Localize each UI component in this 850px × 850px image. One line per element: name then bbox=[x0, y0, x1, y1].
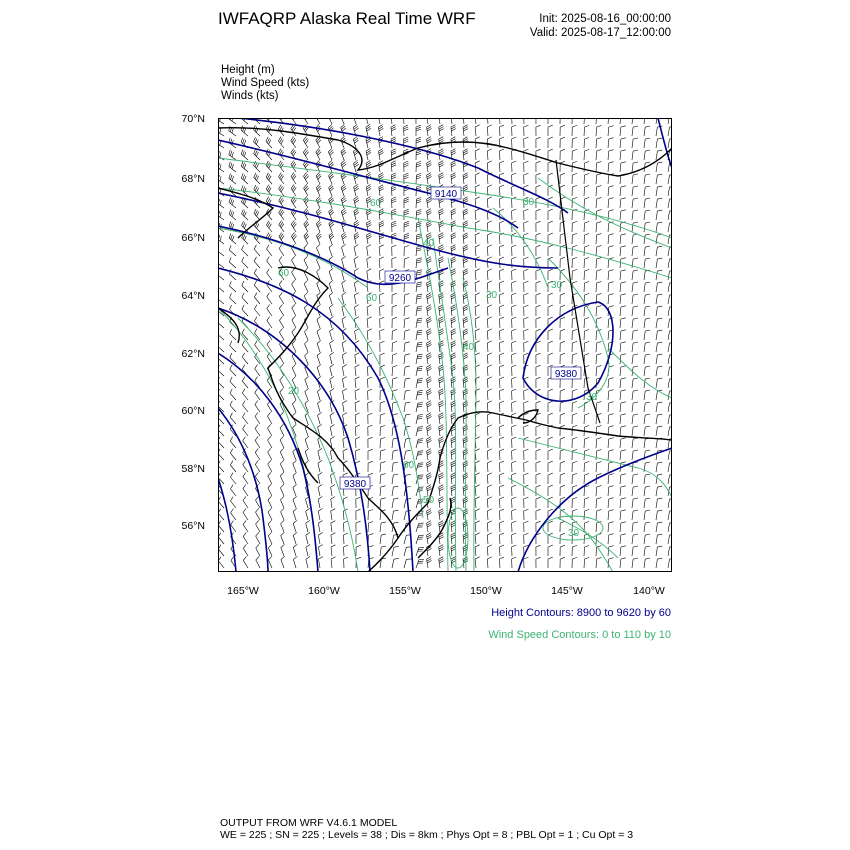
init-time: Init: 2025-08-16_00:00:00 bbox=[539, 13, 671, 25]
height-contour-note: Height Contours: 8900 to 9620 by 60 bbox=[491, 607, 671, 619]
lon-label: 140°W bbox=[633, 585, 665, 597]
lat-label: 56°N bbox=[181, 520, 205, 532]
variable-list bbox=[221, 64, 309, 103]
wind-label: 30 bbox=[523, 197, 535, 208]
lon-label: 165°W bbox=[227, 585, 259, 597]
variable-winds: Winds (kts) bbox=[221, 90, 279, 102]
map-title: IWFAQRP Alaska Real Time WRF bbox=[218, 9, 476, 28]
footer-config: WE = 225 ; SN = 225 ; Levels = 38 ; Dis = 8km ; Phys Opt = 8 ; PBL Opt = 1 ; Cu Opt = 3 bbox=[220, 829, 634, 841]
valid-time: Valid: 2025-08-17_12:00:00 bbox=[529, 27, 671, 39]
lat-label: 66°N bbox=[181, 232, 205, 244]
wind-label: 60 bbox=[278, 268, 290, 279]
height-label: 9380 bbox=[343, 479, 367, 490]
lon-label: 155°W bbox=[389, 585, 421, 597]
time-info bbox=[530, 12, 671, 40]
height-label: 9260 bbox=[388, 273, 412, 284]
lon-label: 160°W bbox=[308, 585, 340, 597]
lon-label: 145°W bbox=[551, 585, 583, 597]
variable-wind-speed: Wind Speed (kts) bbox=[221, 77, 310, 89]
wrf-map bbox=[218, 118, 672, 572]
wind-label: 40 bbox=[463, 342, 475, 353]
lat-label: 68°N bbox=[181, 173, 205, 185]
height-label: 9140 bbox=[434, 189, 458, 200]
variable-height: Height (m) bbox=[221, 64, 275, 76]
wind-label: 30 bbox=[486, 290, 498, 301]
lat-label: 62°N bbox=[181, 348, 205, 360]
wind-label: 30 bbox=[586, 392, 598, 403]
lat-label: 60°N bbox=[181, 405, 205, 417]
model-footer bbox=[220, 817, 633, 841]
lon-label: 150°W bbox=[470, 585, 502, 597]
wind-label: 60 bbox=[366, 293, 378, 304]
wind-contour-note: Wind Speed Contours: 0 to 110 by 10 bbox=[488, 629, 671, 641]
lat-label: 58°N bbox=[181, 463, 205, 475]
wind-labels bbox=[278, 197, 598, 539]
wind-label: 20 bbox=[288, 386, 300, 397]
wind-label: 30 bbox=[568, 528, 580, 539]
wind-speed-contours bbox=[218, 158, 672, 572]
footer-model: OUTPUT FROM WRF V4.6.1 MODEL bbox=[220, 817, 398, 829]
wind-label: 40 bbox=[423, 238, 435, 249]
height-label: 9380 bbox=[554, 369, 578, 380]
lat-label: 70°N bbox=[181, 113, 205, 125]
border-line bbox=[556, 160, 600, 423]
wind-label: 50 bbox=[423, 495, 435, 506]
map-frame bbox=[219, 119, 672, 572]
lat-label: 64°N bbox=[181, 290, 205, 302]
wind-label: 60 bbox=[403, 460, 415, 471]
wind-label: 30 bbox=[551, 280, 563, 291]
wind-label: 60 bbox=[370, 198, 382, 209]
